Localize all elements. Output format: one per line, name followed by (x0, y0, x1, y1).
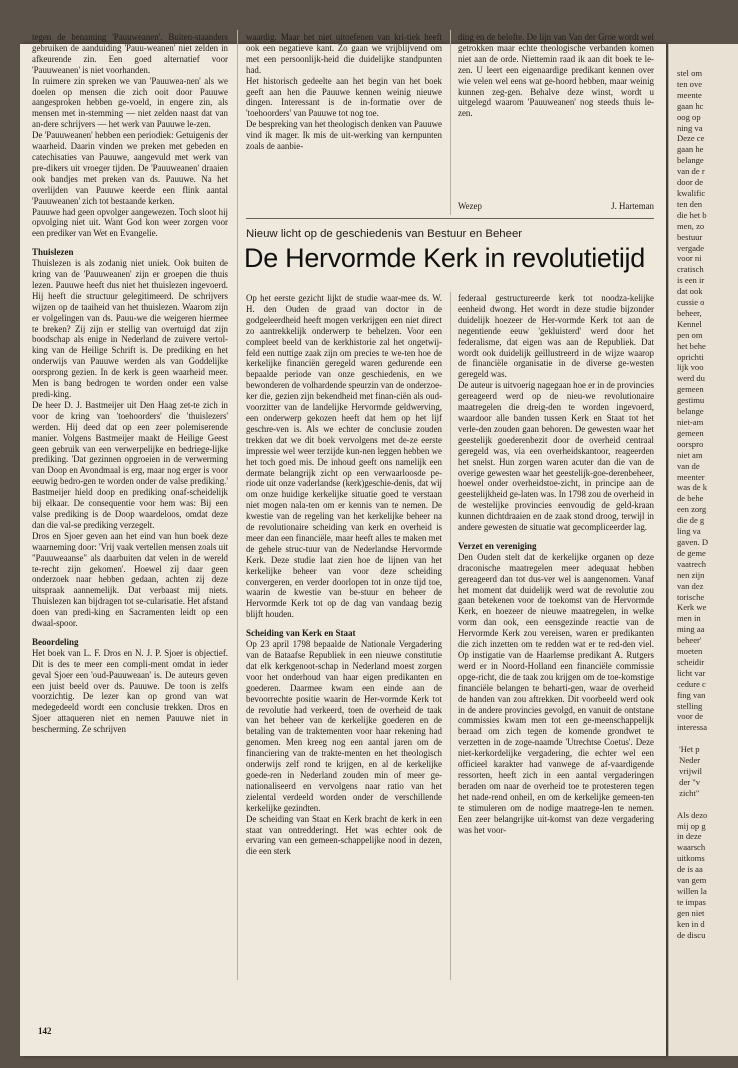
paragraph: Den Ouden stelt dat de kerkelijke organen op deze draconische maatregelen meer adequaat hebben gereageerd dan tot dus-ver wel is aangenomen. Vanaf het moment dat duidelijk werd wat de revolutie zou gaan betekenen voor de toekomst van de Hervormde Kerk, en hoezeer de nieuwe maatregelen, in welke vorm dan ook, een eensgezinde reactie van de Hervormde Kerk zou vereisen, waren er predikanten die zich inzetten om te redden wat er te red-den viel. Op instigatie van de Haarlemse predikant A. Rutgers werd er in Noord-Holland een financiële commissie opge-richt, die de taak zou krijgen om de toe-komstige financiële belangen te beharti-gen, waar de overheid de handen van zou aftrekken. Dit voorbeeld werd ook in de andere provincies gevolgd, en vanuit de ontstane commissies kwam men tot een ge-meenschappelijk beraad om zich tegen de komende grondwet te verzetten in de zoge-naamde 'Utrechtse Coetus'. Deze niet-kerkordelijke vergadering, die echter wel een officieel karakter had vanwege de af-vaardigende ressorten, heeft zich in een aantal vergaderingen beraden om naar de overheid toe te protesteren tegen het nade-rend onheil, en om de kerkelijke gemeen-ten te stimuleren om de nodige maatrege-len te nemen. Een zeer belangrijke uit-komst van deze vergadering was het voor- (458, 551, 654, 835)
article-headline: De Hervormde Kerk in revolutietijd (244, 243, 645, 273)
section-heading: Verzet en vereniging (458, 540, 537, 551)
column-divider (237, 30, 238, 980)
paragraph: Pauuwe had geen opvolger aangewezen. Toch sloot hij opvolging niet uit. Want God kon weer zorgen voor een prediker van Wet en Evangelie. (32, 206, 228, 239)
paragraph: Op 23 april 1798 bepaalde de Nationale Vergadering van de Bataafse Republiek in een nieuwe constitutie dat elk kerkgenoot-schap in Nederland moest zorgen voor het onderhoud van haar eigen predikanten en goederen. Daarmee kwam een einde aan de bevoorrechte positie waarin de Her-vormde Kerk tot de revolutie had verkeerd, toen de overheid de taak van het beheer van de kerkelijke goederen en de betaling van de traktementen voor haar rekening had genomen. Men kreeg nog een aantal jaren om de financiering van de trakte-menten en het theologisch onderwijs zelf rond te krijgen, en al de kerkelijke goede-ren in Nederland zouden min of meer ge-nationaliseerd en vervolgens naar ratio van het zielental verdeeld worden onder de verschillende kerkelijke gezindten. (246, 639, 442, 813)
section-heading: Scheiding van Kerk en Staat (246, 628, 356, 639)
column-1 (32, 32, 228, 735)
column-2-review (246, 32, 442, 152)
section-heading: Beoordeling (32, 636, 79, 647)
review-signature (458, 201, 654, 211)
section-heading: Thuislezen (32, 247, 74, 258)
article-column-2 (458, 293, 654, 835)
page-right-edge (668, 44, 738, 1056)
right-page-fragments: stel om ten ove meente gaan hc oog op ning va Deze ce gaan he belange van de r door de kwalific ten den die het b men, zo bestuur vergade voor ni cratisch is een ir dat ook cussie o beheer, Kennel pen om het behe oprichti lijk voo werd du gemeen gestimu belange niet-am gemeen oorspro niet am van de meenter was de k de behe een zorg die de g ling va gaven. D de geme vaatrech nen zijn van dez torische Kerk we men in ming aa beheer' moeten scheidir licht var cedure c fing van stelling voor de interessa 'Het p Neder vrijwil der "v zicht" Als dezo mij op g in deze waarsch uitkoms de is aa van gem willen la te impas gen niet ken in d de discu (677, 68, 709, 940)
article-column-1 (246, 293, 442, 857)
paragraph: Thuislezen is als zodanig niet uniek. Ook buiten de kring van de 'Pauuweanen' zijn er groepen die thuis lezen. Pauuwe heeft dus niet het thuislezen ingevoerd. Hij heeft die structuur gelegitimeerd. De schrijvers wijzen op de taaiheid van het thuislezen. Waarom zijn er volgelingen van ds. Pauu-we die weigeren hiermee te breken? Zij zijn er stellig van overtuigd dat zijn boodschap als enige in Nederland de zuivere vertol-king van de Heilige Schrift is. De prediking en het onderwijs van Pauuwe werden als van Goddelijke oorsprong gezien. In de kerk is geen waarheid meer. Men is bang bedrogen te worden onder een valse predi-king. (32, 258, 228, 399)
paragraph: De scheiding van Staat en Kerk bracht de kerk in een staat van ontredderingt. Het was echter ook de ervaring van een gemeen-schappelijke nood in dezen, die een sterk (246, 813, 442, 857)
paragraph: De auteur is uitvoerig nagegaan hoe er in de provincies gereageerd werd op de nieu-we revolutionaire maatregelen die dreig-den te worden ingevoerd, waardoor alle banden tussen Kerk en Staat tot het verle-den zouden gaan behoren. De gewesten waar het geestelijk goederenbezit door de overheid centraal geregeld was, via een overheidskantoor, reageerden het snelst. Hun zorgen waren acuter dan die van de overige gewesten waar het geestelijk-goe-derenbeheer, hoewel onder overheidstoe-zicht, in principe aan de geestelijkheid ge-laten was. In 1798 zou de overheid in de westelijke provincies eenvoudig de geld-kraan kunnen dichtdraaien en de zaak stond droog, terwijl in andere gewesten de situatie wat gecompliceerder lag. (458, 380, 654, 533)
paragraph: Het boek van L. F. Dros en N. J. P. Sjoer is objectief. Dit is des te meer een compli-ment omdat in ieder geval Sjoer een 'oud-Pauuweaan' is. De auteurs geven een juist beeld over ds. Pauuwe. De toon is zelfs voorzichtig. De lezer kan op grond van wat medegedeeld wordt een conclusie trekken. Dros en Sjoer attaqueren niet en nemen Pauuwe niet in bescherming. Ze schrijven (32, 647, 228, 735)
column-3-review (458, 32, 654, 119)
article-subtitle: Nieuw licht op de geschiedenis van Bestuur en Beheer (246, 228, 523, 240)
paragraph: Dros en Sjoer geven aan het eind van hun boek deze waarneming door: 'Vrij vaak vertellen mensen zoals uit "Pauuweaanse" als daarbuiten dat velen in de wereld te-recht zijn gekomen'. Hoewel zij daar geen onderzoek naar hebben gedaan, achten zij deze uitspraak aannemelijk. Dat verbaast mij niets. Thuislezen kan bijdragen tot se-cularisatie. Het afstand doen van predi-king en Sacramenten leidt op een dwaal-spoor. (32, 530, 229, 629)
paragraph: De bespreking van het theologisch denken van Pauuwe vind ik mager. Ik mis de uit-werking van kernpunten zoals de aanbie- (246, 119, 442, 152)
paragraph: De heer D. J. Bastmeijer uit Den Haag zet-te zich in voor de kring van 'toehoorders' die 'thuislezers' werden. Hij deed dat op een zeer polemiserende manier. Volgens Bastmeijer maakt de Heilige Geest geen gebruik van een verwerpelijke en bedriege-lijke prediking. 'Dat gezinnen opgroeien in de verwerming van Doop en Avondmaal is erg, maar nog erger is voor eeuwig bedro-gen te worden onder de valse prediking.' Bastmeijer hield doop en prediking onaf-scheidelijk bij elkaar. De consequentie voor hem was: Bij een valse prediking is de Doop waardeloos, omdat deze dan die val-se prediking verzegelt. (32, 399, 228, 530)
paragraph: Het historisch gedeelte aan het begin van het boek geeft aan hen die Pauuwe kennen weinig nieuwe dingen. Interessant is de in-formatie over de 'toehoorders' van Pauuwe tot nog toe. (246, 75, 442, 119)
paragraph: tegen de benaming 'Pauuweanen'. Buiten-staanders gebruiken de aanduiding 'Pauu-weanen' niet zelden in afkeurende zin. Een goed alternatief voor 'Pauuweanen' is niet voorhanden. (32, 32, 228, 75)
article-separator (246, 218, 654, 219)
paragraph: ding en de belofte. De lijn van Van der Groe wordt wel getrokken maar echte theologische verbanden komen niet aan de orde. Niettemin raad ik aan dit boek te le-zen. U leert een eigenaardige predikant kennen over wie velen wel eens wat ge-hoord hebben, maar weinig kunnen zeg-gen. Behalve deze winst, wordt u uitgelegd waarom 'Pauuweanen' nog steeds thuis le-zen. (458, 32, 654, 119)
signature-place: Wezep (458, 201, 482, 211)
page-number: 142 (38, 1026, 52, 1036)
signature-author: J. Harteman (611, 201, 654, 211)
column-divider (450, 292, 451, 980)
paragraph: waardig. Maar het niet uitoefenen van kri-tiek heeft ook een negatieve kant. Zo gaan we vrijblijvend om met een persoonlijk-heid die duidelijke standpunten had. (246, 32, 442, 75)
paragraph: federaal gestructureerde kerk tot noodza-kelijke eenheid dwong. Het wordt in deze studie bijzonder duidelijk hoezeer de Her-vormde Kerk tot aan de negentiende eeuw 'gekluisterd' werd door het federalisme, dat eigen was aan de Republiek. Dat wordt ook duidelijk geïllustreerd in de wijze waarop de financiële organisatie in de diverse ge-westen geregeld was. (458, 293, 654, 380)
paragraph: Op het eerste gezicht lijkt de studie waar-mee ds. W. H. den Ouden de graad van doctor in de godgeleerdheid heeft mogen verkrijgen een niet direct zo aantrekkelijk onderwerp te behelzen. Voor een compleet beeld van de kerkhistorie zal het ongetwij-feld een nuttige zaak zijn om precies te we-ten hoe de kerkelijke financiën geregeld waren gedurende een bepaalde periode van onze geschiedenis, en we bewonderen de volhardende speurzin van de onderzoe-ker die, gezien zijn bekendheid met finan-ciën als oud-voorzitter van de landelijke Hervormde geldwerving, een onderwerp gekozen heeft dat hem op het lijf geschre-ven is. Als we echter de conclusie zouden trekken dat we dit boek vervolgens met de-ze eerste impressie wel weer terzijde kun-nen leggen hebben we het toch goed mis. De inhoud geeft ons namelijk een dermate belangrijk zicht op een verwaarloosde pe-riode uit onze vaderlandse (kerk)geschie-denis, dat wij om onze huidige kerkelijke situatie goed te verstaan niet mogen nala-ten om er kennis van te nemen. De kwestie van de regeling van het kerkelijke beheer na de revolutionaire scheiding van kerk en overheid is meer dan een financiële, maar heeft alles te maken met de gehele struc-tuur van de Nederlandse Hervormde Kerk. Deze studie laat zien hoe de lijnen van het kerkelijke beheer van voor deze scheiding convergeren, en verder doorlopen tot in onze tijd toe, waarin de kwestie van be-stuur en beheer de Hervormde Kerk tot op de dag van vandaag bezig blijft houden. (246, 293, 442, 620)
paragraph: In ruimere zin spreken we van 'Pauuwea-nen' als we doelen op mensen die zich ooit door Pauuwe aangesproken hebben ge-voeld, in engere zin, als mensen met in-stemming — niet zelden naast dat van an-dere schrijvers — het werk van Pauuwe le-zen. (32, 75, 228, 130)
paragraph: De 'Pauuweanen' hebben een periodiek: Getuigenis der waarheid. Daarin vinden we preken met gebeden en catechisaties van Pauuwe, aangevuld met werk van pre-dikers uit vroeger tijden. De 'Pauuweanen' draaien ook bandjes met preken van ds. Pauuwe. Na het overlijden van Pauuwe keerde een flink aantal 'Pauuweanen' zich tot bestaande kerken. (32, 130, 228, 206)
column-divider (450, 30, 451, 215)
